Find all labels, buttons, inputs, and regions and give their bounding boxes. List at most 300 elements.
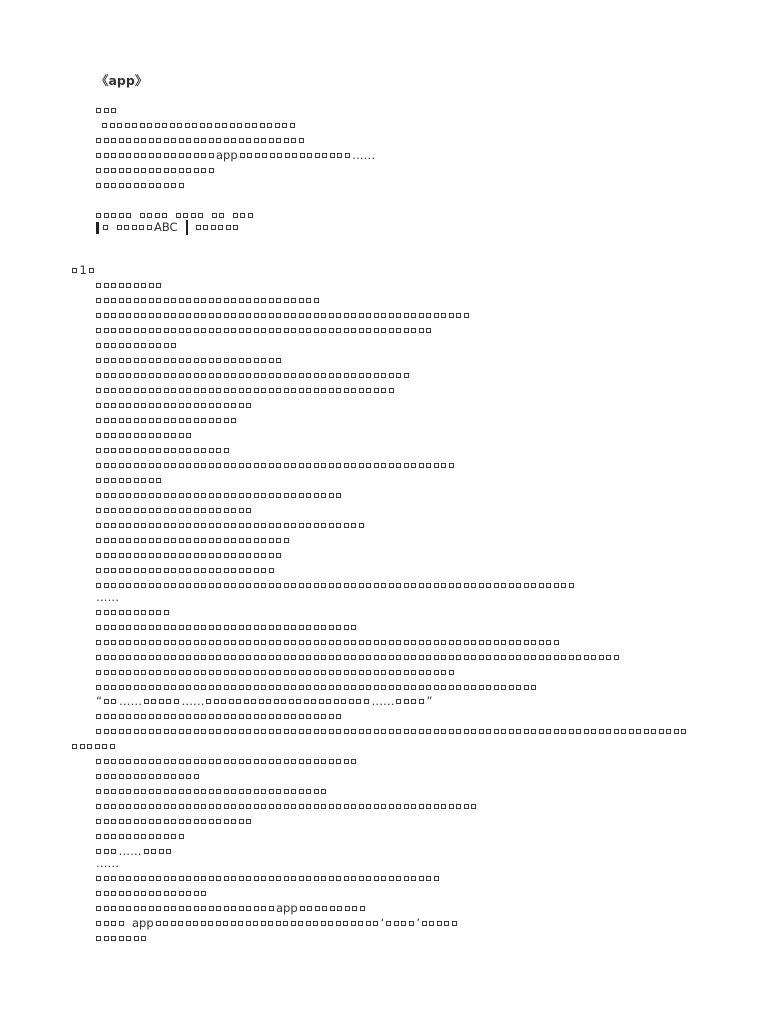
- text-line: [96, 178, 186, 193]
- placeholder-glyph: [111, 876, 116, 881]
- placeholder-glyph: [434, 670, 439, 675]
- placeholder-glyph: [141, 891, 146, 896]
- placeholder-glyph: [314, 583, 319, 588]
- text-line: [96, 398, 254, 413]
- placeholder-glyph: [224, 298, 229, 303]
- placeholder-glyph: [201, 789, 206, 794]
- placeholder-glyph: [254, 876, 259, 881]
- placeholder-glyph: [119, 343, 124, 348]
- placeholder-glyph: [201, 714, 206, 719]
- text-line: [96, 383, 396, 398]
- placeholder-glyph: [149, 373, 154, 378]
- placeholder-glyph: [194, 819, 199, 824]
- placeholder-glyph: [216, 729, 221, 734]
- placeholder-glyph: [239, 759, 244, 764]
- placeholder-glyph: [246, 804, 251, 809]
- placeholder-glyph: [269, 640, 274, 645]
- placeholder-glyph: [254, 714, 259, 719]
- placeholder-glyph: [314, 373, 319, 378]
- placeholder-glyph: [134, 183, 139, 188]
- placeholder-glyph: [96, 625, 101, 630]
- placeholder-glyph: [164, 834, 169, 839]
- placeholder-glyph: [164, 714, 169, 719]
- placeholder-glyph: [179, 313, 184, 318]
- placeholder-glyph: [141, 403, 146, 408]
- placeholder-glyph: [111, 538, 116, 543]
- placeholder-glyph: [104, 388, 109, 393]
- placeholder-glyph: [404, 463, 409, 468]
- placeholder-glyph: [479, 685, 484, 690]
- placeholder-glyph: [254, 906, 259, 911]
- placeholder-glyph: [209, 328, 214, 333]
- placeholder-glyph: [119, 834, 124, 839]
- placeholder-glyph: [434, 655, 439, 660]
- placeholder-glyph: [254, 373, 259, 378]
- placeholder-glyph: [419, 804, 424, 809]
- placeholder-glyph: [216, 328, 221, 333]
- placeholder-glyph: [96, 610, 101, 615]
- placeholder-glyph: [239, 138, 244, 143]
- placeholder-glyph: [171, 568, 176, 573]
- placeholder-glyph: [163, 921, 168, 926]
- placeholder-glyph: [126, 568, 131, 573]
- placeholder-glyph: [111, 328, 116, 333]
- placeholder-glyph: [233, 225, 238, 230]
- placeholder-glyph: [134, 153, 139, 158]
- placeholder-glyph: [141, 936, 146, 941]
- placeholder-glyph: [253, 921, 258, 926]
- placeholder-glyph: [171, 804, 176, 809]
- placeholder-glyph: [261, 804, 266, 809]
- placeholder-glyph: [224, 448, 229, 453]
- placeholder-glyph: [171, 153, 176, 158]
- placeholder-glyph: [246, 819, 251, 824]
- placeholder-glyph: [404, 373, 409, 378]
- placeholder-glyph: [194, 418, 199, 423]
- placeholder-glyph: [359, 523, 364, 528]
- placeholder-glyph: [276, 493, 281, 498]
- placeholder-glyph: [171, 640, 176, 645]
- placeholder-glyph: [104, 729, 109, 734]
- placeholder-glyph: [389, 388, 394, 393]
- placeholder-glyph: [171, 819, 176, 824]
- placeholder-glyph: [240, 153, 245, 158]
- placeholder-glyph: [374, 583, 379, 588]
- placeholder-glyph: [449, 463, 454, 468]
- placeholder-glyph: [111, 685, 116, 690]
- placeholder-glyph: [126, 789, 131, 794]
- placeholder-glyph: [119, 433, 124, 438]
- placeholder-glyph: [231, 685, 236, 690]
- placeholder-glyph: [246, 298, 251, 303]
- placeholder-glyph: [104, 921, 109, 926]
- placeholder-glyph: [389, 373, 394, 378]
- placeholder-glyph: [149, 418, 154, 423]
- placeholder-glyph: [516, 655, 521, 660]
- placeholder-glyph: [614, 729, 619, 734]
- placeholder-glyph: [186, 876, 191, 881]
- placeholder-glyph: [134, 343, 139, 348]
- placeholder-glyph: [134, 388, 139, 393]
- placeholder-glyph: [201, 685, 206, 690]
- placeholder-glyph: [254, 493, 259, 498]
- placeholder-glyph: [306, 328, 311, 333]
- placeholder-glyph: [261, 789, 266, 794]
- placeholder-glyph: [96, 640, 101, 645]
- placeholder-glyph: [216, 463, 221, 468]
- placeholder-glyph: [306, 388, 311, 393]
- placeholder-glyph: [291, 328, 296, 333]
- placeholder-glyph: [119, 388, 124, 393]
- placeholder-glyph: [179, 448, 184, 453]
- placeholder-glyph: [269, 373, 274, 378]
- placeholder-glyph: [134, 670, 139, 675]
- placeholder-glyph: [216, 448, 221, 453]
- placeholder-glyph: [644, 729, 649, 734]
- placeholder-glyph: [186, 670, 191, 675]
- placeholder-glyph: [164, 640, 169, 645]
- placeholder-glyph: [141, 685, 146, 690]
- placeholder-glyph: [224, 373, 229, 378]
- placeholder-glyph: [96, 388, 101, 393]
- placeholder-glyph: [351, 523, 356, 528]
- placeholder-glyph: [291, 921, 296, 926]
- placeholder-glyph: [291, 625, 296, 630]
- placeholder-glyph: [111, 834, 116, 839]
- placeholder-glyph: [261, 373, 266, 378]
- placeholder-glyph: [381, 685, 386, 690]
- placeholder-glyph: [231, 538, 236, 543]
- placeholder-glyph: [171, 448, 176, 453]
- placeholder-glyph: [201, 523, 206, 528]
- placeholder-glyph: [231, 553, 236, 558]
- placeholder-glyph: [219, 213, 224, 218]
- placeholder-glyph: [149, 298, 154, 303]
- placeholder-glyph: [186, 906, 191, 911]
- placeholder-glyph: [434, 583, 439, 588]
- placeholder-glyph: [366, 655, 371, 660]
- placeholder-glyph: [501, 640, 506, 645]
- placeholder-glyph: [314, 789, 319, 794]
- placeholder-glyph: [134, 729, 139, 734]
- placeholder-glyph: [344, 804, 349, 809]
- placeholder-glyph: [216, 358, 221, 363]
- placeholder-glyph: [104, 448, 109, 453]
- placeholder-glyph: [149, 463, 154, 468]
- placeholder-glyph: [141, 538, 146, 543]
- placeholder-glyph: [156, 789, 161, 794]
- placeholder-glyph: [561, 729, 566, 734]
- placeholder-glyph: [215, 123, 220, 128]
- placeholder-glyph: [404, 876, 409, 881]
- placeholder-glyph: [231, 493, 236, 498]
- placeholder-glyph: [164, 819, 169, 824]
- placeholder-glyph: [164, 655, 169, 660]
- placeholder-glyph: [156, 508, 161, 513]
- placeholder-glyph: [141, 418, 146, 423]
- placeholder-glyph: [231, 313, 236, 318]
- placeholder-glyph: [426, 640, 431, 645]
- placeholder-glyph: [149, 759, 154, 764]
- placeholder-glyph: [134, 508, 139, 513]
- placeholder-glyph: [194, 538, 199, 543]
- placeholder-glyph: [516, 640, 521, 645]
- placeholder-glyph: [441, 463, 446, 468]
- placeholder-glyph: [111, 508, 116, 513]
- placeholder-glyph: [419, 583, 424, 588]
- placeholder-glyph: [364, 699, 369, 704]
- placeholder-glyph: [569, 583, 574, 588]
- placeholder-glyph: [134, 714, 139, 719]
- placeholder-glyph: [110, 123, 115, 128]
- placeholder-glyph: [96, 108, 101, 113]
- placeholder-glyph: [299, 714, 304, 719]
- placeholder-glyph: [186, 313, 191, 318]
- placeholder-glyph: [134, 610, 139, 615]
- placeholder-glyph: [231, 403, 236, 408]
- placeholder-glyph: [209, 523, 214, 528]
- placeholder-glyph: [291, 685, 296, 690]
- placeholder-glyph: [336, 463, 341, 468]
- placeholder-glyph: [224, 759, 229, 764]
- placeholder-glyph: [224, 418, 229, 423]
- placeholder-glyph: [179, 819, 184, 824]
- placeholder-glyph: [119, 789, 124, 794]
- placeholder-glyph: [261, 759, 266, 764]
- placeholder-glyph: [186, 891, 191, 896]
- placeholder-glyph: [149, 478, 154, 483]
- placeholder-glyph: [89, 268, 94, 273]
- placeholder-glyph: [276, 538, 281, 543]
- placeholder-glyph: [111, 553, 116, 558]
- placeholder-glyph: [479, 583, 484, 588]
- placeholder-glyph: [394, 921, 399, 926]
- placeholder-glyph: [276, 670, 281, 675]
- placeholder-glyph: [141, 283, 146, 288]
- placeholder-glyph: [141, 714, 146, 719]
- placeholder-glyph: [164, 610, 169, 615]
- placeholder-glyph: [247, 153, 252, 158]
- placeholder-glyph: [306, 729, 311, 734]
- placeholder-glyph: [239, 789, 244, 794]
- placeholder-glyph: [389, 328, 394, 333]
- placeholder-glyph: [149, 313, 154, 318]
- placeholder-glyph: [171, 759, 176, 764]
- placeholder-glyph: [282, 123, 287, 128]
- placeholder-glyph: [441, 640, 446, 645]
- placeholder-glyph: [149, 906, 154, 911]
- placeholder-glyph: [411, 685, 416, 690]
- placeholder-glyph: [164, 343, 169, 348]
- placeholder-glyph: [449, 729, 454, 734]
- placeholder-glyph: [102, 744, 107, 749]
- placeholder-glyph: [201, 625, 206, 630]
- placeholder-glyph: [216, 568, 221, 573]
- placeholder-glyph: [134, 493, 139, 498]
- placeholder-glyph: [366, 373, 371, 378]
- placeholder-glyph: [119, 138, 124, 143]
- placeholder-glyph: [366, 583, 371, 588]
- placeholder-glyph: [291, 138, 296, 143]
- placeholder-glyph: [194, 655, 199, 660]
- placeholder-glyph: [246, 759, 251, 764]
- placeholder-glyph: [119, 610, 124, 615]
- placeholder-glyph: [231, 804, 236, 809]
- text-line: [96, 428, 194, 443]
- placeholder-glyph: [104, 655, 109, 660]
- placeholder-glyph: [134, 168, 139, 173]
- placeholder-glyph: [119, 183, 124, 188]
- placeholder-glyph: [164, 876, 169, 881]
- placeholder-glyph: [156, 568, 161, 573]
- placeholder-glyph: [87, 744, 92, 749]
- placeholder-glyph: [96, 906, 101, 911]
- placeholder-glyph: [201, 538, 206, 543]
- placeholder-glyph: [434, 876, 439, 881]
- placeholder-glyph: [261, 523, 266, 528]
- placeholder-glyph: [561, 655, 566, 660]
- placeholder-glyph: [409, 921, 414, 926]
- placeholder-glyph: [299, 759, 304, 764]
- placeholder-glyph: [186, 685, 191, 690]
- placeholder-glyph: [216, 388, 221, 393]
- placeholder-glyph: [374, 670, 379, 675]
- placeholder-glyph: [104, 876, 109, 881]
- placeholder-glyph: [216, 819, 221, 824]
- placeholder-glyph: [531, 583, 536, 588]
- placeholder-glyph: [179, 183, 184, 188]
- placeholder-glyph: [209, 655, 214, 660]
- placeholder-glyph: [246, 921, 251, 926]
- placeholder-glyph: [171, 138, 176, 143]
- placeholder-glyph: [111, 699, 116, 704]
- placeholder-glyph: [246, 523, 251, 528]
- placeholder-glyph: [179, 804, 184, 809]
- placeholder-glyph: [179, 403, 184, 408]
- placeholder-glyph: [209, 625, 214, 630]
- placeholder-glyph: [606, 655, 611, 660]
- placeholder-glyph: [261, 583, 266, 588]
- placeholder-glyph: [104, 403, 109, 408]
- placeholder-glyph: [224, 568, 229, 573]
- placeholder-glyph: [209, 714, 214, 719]
- placeholder-glyph: [134, 568, 139, 573]
- placeholder-glyph: [336, 373, 341, 378]
- placeholder-glyph: [164, 553, 169, 558]
- placeholder-glyph: [306, 583, 311, 588]
- placeholder-glyph: [201, 553, 206, 558]
- placeholder-glyph: [141, 298, 146, 303]
- placeholder-glyph: [209, 538, 214, 543]
- placeholder-glyph: [629, 729, 634, 734]
- placeholder-glyph: [389, 876, 394, 881]
- placeholder-glyph: [531, 729, 536, 734]
- placeholder-glyph: [104, 685, 109, 690]
- placeholder-glyph: [179, 759, 184, 764]
- placeholder-glyph: [156, 138, 161, 143]
- placeholder-glyph: [201, 804, 206, 809]
- placeholder-glyph: [119, 448, 124, 453]
- placeholder-glyph: [147, 213, 152, 218]
- placeholder-glyph: [179, 891, 184, 896]
- placeholder-glyph: [95, 744, 100, 749]
- placeholder-glyph: [111, 583, 116, 588]
- placeholder-glyph: [141, 448, 146, 453]
- placeholder-glyph: [284, 373, 289, 378]
- text-line: [96, 103, 119, 118]
- placeholder-glyph: [239, 876, 244, 881]
- placeholder-glyph: [209, 388, 214, 393]
- placeholder-glyph: [179, 508, 184, 513]
- placeholder-glyph: [284, 714, 289, 719]
- placeholder-glyph: [124, 225, 129, 230]
- placeholder-glyph: [141, 508, 146, 513]
- placeholder-glyph: [336, 921, 341, 926]
- placeholder-glyph: [164, 670, 169, 675]
- placeholder-glyph: [396, 328, 401, 333]
- placeholder-glyph: [314, 328, 319, 333]
- placeholder-glyph: [156, 891, 161, 896]
- placeholder-glyph: [224, 906, 229, 911]
- placeholder-glyph: [194, 328, 199, 333]
- placeholder-glyph: [231, 759, 236, 764]
- placeholder-glyph: [224, 388, 229, 393]
- placeholder-glyph: [149, 670, 154, 675]
- placeholder-glyph: [209, 448, 214, 453]
- placeholder-glyph: [111, 921, 116, 926]
- placeholder-glyph: [141, 729, 146, 734]
- placeholder-glyph: [171, 343, 176, 348]
- placeholder-glyph: [300, 906, 305, 911]
- placeholder-glyph: [261, 921, 266, 926]
- placeholder-glyph: [494, 685, 499, 690]
- placeholder-glyph: [194, 298, 199, 303]
- placeholder-glyph: [186, 418, 191, 423]
- placeholder-glyph: [156, 921, 161, 926]
- placeholder-glyph: [119, 804, 124, 809]
- placeholder-glyph: [201, 373, 206, 378]
- placeholder-glyph: [149, 625, 154, 630]
- placeholder-glyph: [337, 153, 342, 158]
- placeholder-glyph: [224, 508, 229, 513]
- placeholder-glyph: [246, 508, 251, 513]
- placeholder-glyph: [209, 153, 214, 158]
- placeholder-glyph: [209, 789, 214, 794]
- placeholder-glyph: [224, 789, 229, 794]
- placeholder-glyph: [141, 553, 146, 558]
- placeholder-glyph: [441, 685, 446, 690]
- placeholder-glyph: [276, 685, 281, 690]
- placeholder-glyph: [306, 804, 311, 809]
- placeholder-glyph: [96, 759, 101, 764]
- placeholder-glyph: [111, 759, 116, 764]
- placeholder-glyph: [194, 804, 199, 809]
- placeholder-glyph: [179, 168, 184, 173]
- placeholder-glyph: [186, 640, 191, 645]
- placeholder-glyph: [96, 891, 101, 896]
- placeholder-glyph: [441, 313, 446, 318]
- placeholder-glyph: [179, 685, 184, 690]
- placeholder-glyph: [126, 640, 131, 645]
- placeholder-glyph: [524, 729, 529, 734]
- placeholder-glyph: [359, 313, 364, 318]
- inline-text: app: [132, 916, 154, 930]
- text-line: [96, 769, 201, 784]
- placeholder-glyph: [209, 508, 214, 513]
- placeholder-glyph: [103, 225, 108, 230]
- placeholder-glyph: [104, 298, 109, 303]
- placeholder-glyph: [186, 463, 191, 468]
